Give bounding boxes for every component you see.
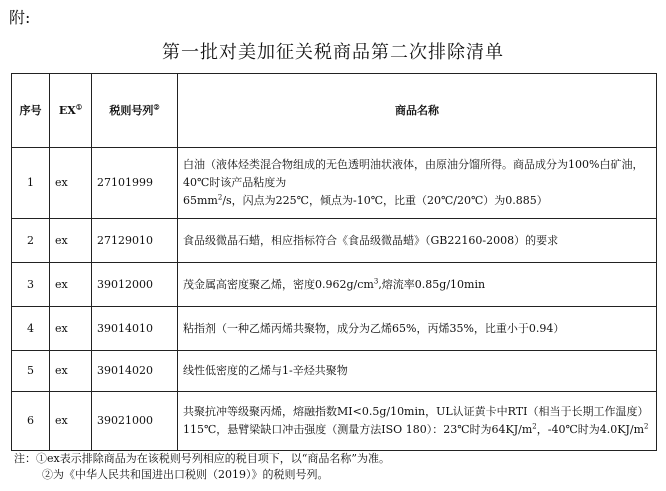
row-tariff-code: 27101999 [92,148,178,219]
header-ex-label: EX [58,103,76,117]
row-ex: ex [50,263,92,307]
row-seq: 4 [12,307,50,351]
superscript: 2 [644,422,649,431]
name-text-a: 白油（液体烃类混合物组成的无色透明油状液体，由原油分馏所得。商品成分为100%白矿油，40℃时该产品粘度为65mm [183,158,644,207]
annex-label: 附: [9,8,31,27]
row-tariff-code: 39014010 [92,307,178,351]
table-row [12,148,657,219]
table-row [12,392,657,451]
row-ex: ex [50,392,92,451]
header-seq: 序号 [12,74,50,148]
exclusion-table [11,73,657,451]
name-text-a: 共聚抗冲等级聚丙烯，熔融指数MI<0.5g/10min，UL认证黄卡中RTI（相当于长期工作温度）115℃，悬臂梁缺口冲击强度（测量方法ISO 180）：23℃时为64KJ/m [183,405,649,436]
table-row [12,219,657,263]
name-text-b: ，-40℃时为4.0KJ/m [536,423,645,436]
row-product-name: 线性低密度的乙烯与1-辛烃共聚物 [178,351,657,392]
row-seq: 6 [12,392,50,451]
row-product-name [178,392,657,451]
row-ex: ex [50,148,92,219]
row-seq: 3 [12,263,50,307]
table-header-row [12,74,657,148]
header-tariff [92,74,178,148]
name-text-b: /s，闪点为225℃，倾点为-10℃，比重（20℃/20℃）为0.885） [222,194,548,207]
superscript: 3 [373,276,379,285]
row-seq: 2 [12,219,50,263]
footnote-1: 注：①ex表示排除商品为在该税则号列相应的税目项下，以“商品名称”为准。 [14,452,390,465]
name-text-a: 茂金属高密度聚乙烯，密度0.962g/cm [183,277,374,291]
row-product-name: 粘指剂（一种乙烯丙烯共聚物，成分为乙烯65%，丙烯35%，比重小于0.94） [178,307,657,351]
page-title: 第一批对美加征关税商品第二次排除清单 [162,42,504,63]
row-tariff-code: 27129010 [92,219,178,263]
table-row [12,263,657,307]
superscript: 2 [217,193,223,202]
table-row [12,351,657,392]
row-ex: ex [50,219,92,263]
row-product-name [178,263,657,307]
header-tariff-note-mark: ② [153,101,160,111]
footnotes [14,451,390,483]
header-ex-note-mark: ① [75,101,83,111]
row-product-name [178,148,657,219]
header-ex [50,74,92,148]
footnote-2: ②为《中华人民共和国进出口税则（2019）》的税则号列。 [42,468,329,481]
row-tariff-code: 39012000 [92,263,178,307]
row-ex: ex [50,307,92,351]
row-seq: 5 [12,351,50,392]
row-seq: 1 [12,148,50,219]
header-name: 商品名称 [178,74,657,148]
row-tariff-code: 39021000 [92,392,178,451]
row-ex: ex [50,351,92,392]
row-tariff-code: 39014020 [92,351,178,392]
header-tariff-label: 税则号列 [109,103,154,117]
name-text-b: ,熔流率0.85g/10min [378,277,486,291]
row-product-name: 食品级微晶石蜡，相应指标符合《食品级微晶蜡》（GB22160-2008）的要求 [178,219,657,263]
superscript: 2 [532,422,537,431]
table-row [12,307,657,351]
